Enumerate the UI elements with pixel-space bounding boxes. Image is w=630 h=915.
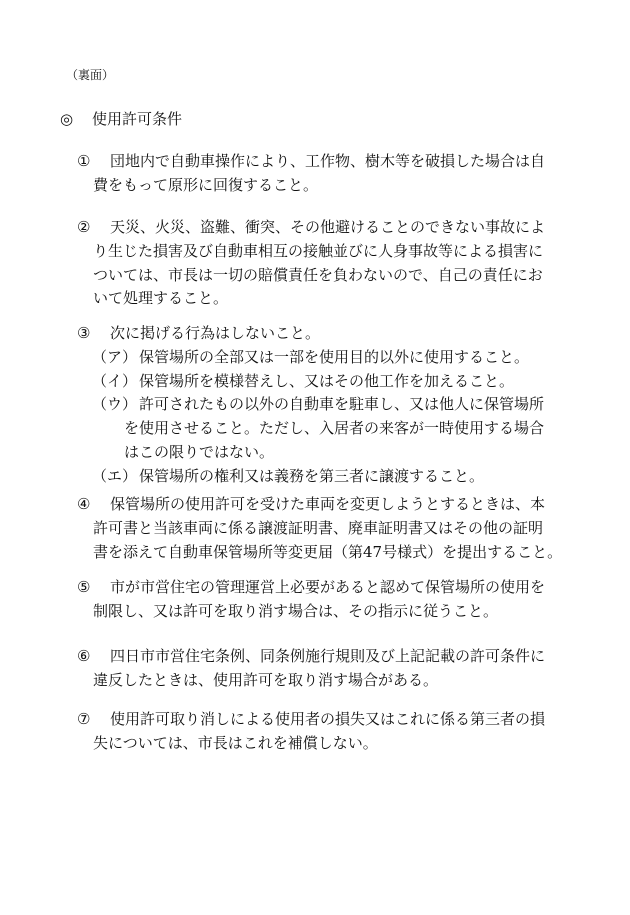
sub-item-line: を使用させること。ただし、入居者の来客が一時使用する場合 <box>124 419 545 438</box>
condition-line: 費をもって原形に回復すること。 <box>93 175 319 194</box>
condition-line: ① 団地内で自動車操作により、工作物、樹木等を破損した場合は自 <box>0 150 630 174</box>
condition-line: ⑦ 使用許可取り消しによる使用者の損失又はこれに係る第三者の損 <box>0 708 630 732</box>
condition-3 <box>0 322 630 489</box>
section-heading <box>60 108 182 130</box>
condition-line: いて処理すること。 <box>93 289 229 308</box>
condition-number: ⑥ <box>77 647 91 665</box>
condition-line: ⑥ 四日市市営住宅条例、同条例施行規則及び上記記載の許可条件に <box>0 645 630 669</box>
condition-line: ④ 保管場所の使用許可を受けた車両を変更しようとするときは、本 <box>0 493 630 517</box>
condition-line: 許可書と当該車両に係る譲渡証明書、廃車証明書又はその他の証明 <box>93 518 544 537</box>
condition-line: ② 天災、火災、盗難、衝突、その他避けることのできない事故によ <box>0 216 630 240</box>
condition-line: 書を添えて自動車保管場所等変更届（第47号様式）を提出すること。 <box>93 542 563 561</box>
condition-line: 制限し、又は許可を取り消す場合は、その指示に従うこと。 <box>93 601 499 620</box>
sub-item-tag: （ウ） <box>92 395 138 414</box>
condition-line: ついては、市長は一切の賠償責任を負わないので、自己の責任にお <box>93 265 543 284</box>
condition-number: ② <box>77 218 91 236</box>
back-side-label: （裏面） <box>66 68 115 82</box>
sub-item-line: はこの限りではない。 <box>124 442 275 461</box>
condition-number: ① <box>77 152 91 170</box>
sub-item-e: （エ） 保管場所の権利又は義務を第三者に譲渡すること。 <box>0 465 630 489</box>
sub-item-a: （ア） 保管場所の全部又は一部を使用目的以外に使用すること。 <box>0 346 630 370</box>
condition-number: ⑦ <box>77 710 91 728</box>
condition-number: ⑤ <box>77 578 91 596</box>
condition-number: ③ <box>77 324 91 342</box>
condition-number: ④ <box>77 495 91 513</box>
sub-item-tag: （エ） <box>92 466 138 485</box>
condition-line: 違反したときは、使用許可を取り消す場合がある。 <box>93 670 439 689</box>
condition-line: ③ 次に掲げる行為はしないこと。 <box>0 322 630 346</box>
sub-item-tag: （イ） <box>92 371 138 390</box>
condition-1 <box>0 150 630 198</box>
condition-6 <box>0 645 630 693</box>
double-circle-icon: ◎ <box>60 110 74 128</box>
condition-5 <box>0 576 630 624</box>
sub-item-i: （イ） 保管場所を模様替えし、又はその他工作を加えること。 <box>0 370 630 394</box>
sub-item-tag: （ア） <box>92 347 138 366</box>
heading-title: 使用許可条件 <box>92 110 183 128</box>
condition-line: り生じた損害及び自動車相互の接触並びに人身事故等による損害に <box>93 241 544 260</box>
sub-item-u: （ウ） 許可されたもの以外の自動車を駐車し、又は他人に保管場所 <box>0 393 630 417</box>
condition-7 <box>0 708 630 756</box>
condition-4 <box>0 493 630 564</box>
condition-line: ⑤ 市が市営住宅の管理運営上必要があると認めて保管場所の使用を <box>0 576 630 600</box>
condition-2 <box>0 216 630 311</box>
condition-line: 失については、市長はこれを補償しない。 <box>93 733 378 752</box>
